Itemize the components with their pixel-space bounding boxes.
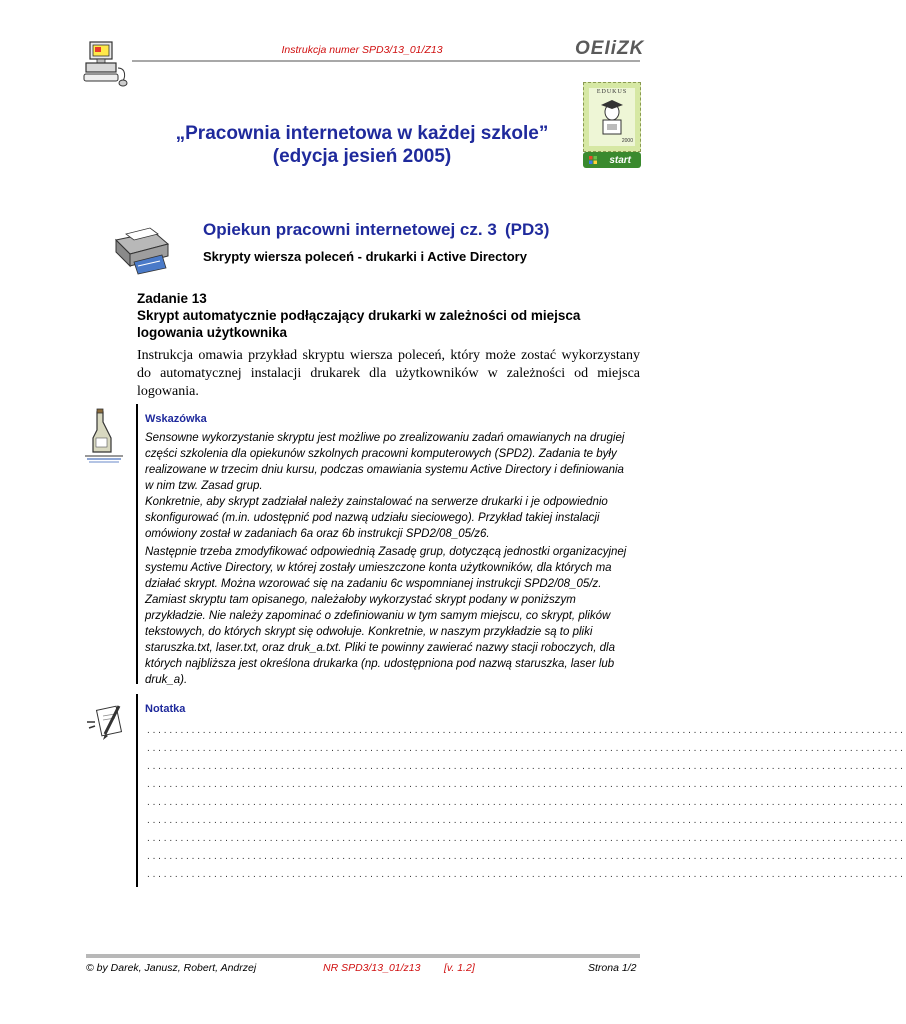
task-description: Instrukcja omawia przykład skryptu wiersza poleceń, który może zostać wykorzystany do automatycznej instalacji drukarek dla użytkowników w zależności od miejsca logowania. <box>137 348 640 399</box>
note-line-8[interactable]: ........................................................................................................................................ <box>147 851 906 862</box>
start-label: start <box>609 154 631 166</box>
hint-title: Wskazówka <box>145 413 207 425</box>
note-title: Notatka <box>145 703 186 715</box>
footer-doc-number: NR SPD3/13_01/z13 <box>323 962 421 974</box>
section-code: (PD3) <box>505 220 550 239</box>
stamp-title: EDUKUS <box>596 89 628 95</box>
note-line-6[interactable]: ........................................................................................................................................ <box>147 815 906 826</box>
note-line-3[interactable]: ........................................................................................................................................ <box>147 761 906 772</box>
header-divider <box>132 60 640 62</box>
note-line-2[interactable]: ........................................................................................................................................ <box>147 743 906 754</box>
note-line-9[interactable]: ........................................................................................................................................ <box>147 869 906 880</box>
main-title-line2: (edycja jesień 2005) <box>272 146 452 167</box>
hint-paragraph-1: Sensowne wykorzystanie skryptu jest możliwe po zrealizowaniu zadań omawianych na drugiej części szkolenia dla opiekunów szkolnych pracowni komputerowych (SPD2). Zadania te były realizowane w trzecim dniu kursu, podczas omawiania systemu Active Directory i definiowania w nim tzw. Zasad grup. <box>145 432 625 492</box>
section-subtitle: Skrypty wiersza poleceń - drukarki i Active Directory <box>203 249 527 264</box>
printer-icon <box>108 222 172 274</box>
main-title-line1: „Pracownia internetowa w każdej szkole” <box>175 123 549 144</box>
oeiizk-logo: OEIiZK <box>575 38 645 59</box>
bottle-message-icon <box>83 408 125 464</box>
task-label: Zadanie 13 <box>137 291 207 306</box>
note-bar <box>136 694 138 887</box>
hint-bar <box>136 404 138 684</box>
footer-authors: © by Darek, Janusz, Robert, Andrzej <box>86 962 257 974</box>
note-line-4[interactable]: ........................................................................................................................................ <box>147 779 906 790</box>
main-title <box>100 122 624 168</box>
hint-paragraph-2: Konkretnie, aby skrypt zadziałał należy zainstalować na serwerze drukarki i je odpowiednio skonfigurować (m.in. udostępnić pod nazwą udziału sieciowego). Przykład takiej instalacji omówiony został w zadaniach 6a oraz 6b instrukcji SPD2/08_05/z6. <box>145 496 608 540</box>
note-line-5[interactable]: ........................................................................................................................................ <box>147 797 906 808</box>
footer-page: Strona 1/2 <box>588 962 637 974</box>
task-heading-line1: Skrypt automatycznie podłączający drukarki w zależności od miejsca <box>137 308 581 323</box>
stamp-year: 2000 <box>621 138 633 144</box>
footer-divider <box>86 954 640 958</box>
note-line-1[interactable]: ........................................................................................................................................ <box>147 725 906 736</box>
footer-version: [v. 1.2] <box>444 962 475 974</box>
note-line-7[interactable]: ........................................................................................................................................ <box>147 833 906 844</box>
section-title: Opiekun pracowni internetowej cz. 3 <box>203 220 497 239</box>
hint-paragraph-3: Następnie trzeba zmodyfikować odpowiednią Zasadę grup, dotyczącą jednostki organizacyjnej systemu Active Directory, w której zostały umieszczone konta użytkowników, dla których ma działać skrypt. Można wzorować się na zadaniu 6c wspomnianej instrukcji SPD2/08_05/z. Zamiast skryptu tam opisanego, należałoby wykorzystać skrypt podany w poniższym przykładzie. Nie należy zapominać o zdefiniowaniu w tym samym miejscu, co skrypt, plików tekstowych, do których skrypt się odwołuje. Konkretnie, w naszym przykładzie są to pliki staruszka.txt, laser.txt, oraz druk_a.txt. Pliki te powinny zawierać nazwy stacji roboczych, dla których najbliższa jest określona drukarka (np. udostępniona pod nazwą staruszka, laser lub druk_a). <box>145 546 627 686</box>
instruction-number: Instrukcja numer SPD3/13_01/Z13 <box>281 44 443 56</box>
note-pencil-icon <box>85 700 131 744</box>
task-heading-line2: logowania użytkownika <box>137 325 288 340</box>
task-heading <box>137 290 637 341</box>
